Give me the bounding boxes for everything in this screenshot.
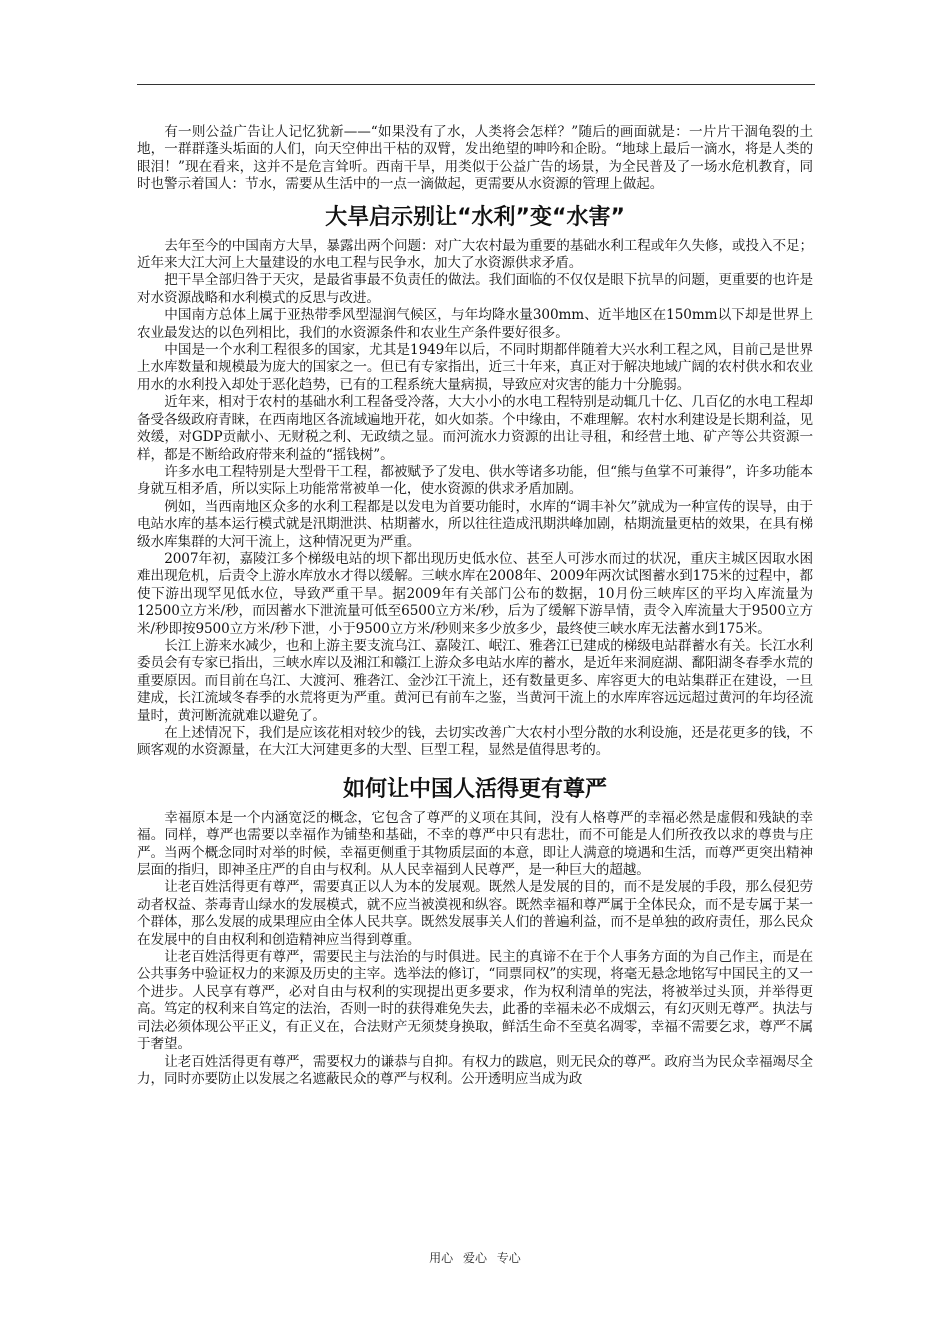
paragraph: 幸福原本是一个内涵宽泛的概念，它包含了尊严的义项在其间，没有人格尊严的幸福必然是虚假和残缺的幸福。同样，尊严也需要以幸福作为铺垫和基础，不幸的尊严中只有悲壮，而不可能是人们所孜孜以求的尊贵与庄严。当两个概念同时对举的时候，幸福更侧重于其物质层面的本意，即让人满意的境遇和生活，而尊严更突出精神层面的指归，即神圣庄严的自由与权利。从人民幸福到人民尊严，是一种巨大的超越。 <box>137 809 813 879</box>
paragraph: 中国南方总体上属于亚热带季风型湿润气候区，与年均降水量300mm、近半地区在150mm以下却是世界上农业最发达的以色列相比，我们的水资源条件和农业生产条件要好很多。 <box>137 307 813 341</box>
paragraph: 例如，当西南地区众多的水利工程都是以发电为首要功能时，水库的“调丰补欠”就成为一种宣传的误导，由于电站水库的基本运行模式就是汛期泄洪、枯期蓄水，所以往往造成汛期洪峰加剧，枯期流量更枯的效果，在具有梯级水库集群的大河干流上，这种情况更为严重。 <box>137 498 813 550</box>
header-rule <box>137 84 815 85</box>
intro-paragraph: 有一则公益广告让人记忆犹新——“如果没有了水，人类将会怎样？”随后的画面就是：一片片干涸龟裂的土地，一群群蓬头垢面的人们，向天空伸出干枯的双臂，发出绝望的呻吟和企盼。“地球上最后一滴水，将是人类的眼泪！”现在看来，这并不是危言耸听。西南干旱，用类似于公益广告的场景，为全民普及了一场水危机教育，同时也警示着国人：节水，需要从生活中的一点一滴做起，更需要从水资源的管理上做起。 <box>137 124 813 193</box>
paragraph: 把干旱全部归咎于天灾，是最省事最不负责任的做法。我们面临的不仅仅是眼下抗旱的问题，更重要的也许是对水资源战略和水利模式的反思与改进。 <box>137 272 813 306</box>
section-title-drought: 大旱启示别让“水利”变“水害” <box>325 204 625 230</box>
paragraph: 许多水电工程特别是大型骨干工程，都被赋予了发电、供水等诸多功能，但“熊与鱼掌不可兼得”，许多功能本身就互相矛盾，所以实际上功能常常被单一化，使水资源的供求矛盾加剧。 <box>137 463 813 498</box>
paragraph: 2007年初，嘉陵江多个梯级电站的坝下都出现历史低水位、甚至人可涉水而过的状况，重庆主城区因取水困难出现危机，后责令上游水库放水才得以缓解。三峡水库在2008年、2009年两次试图蓄水到175米的过程中，都使下游出现罕见低水位，导致严重干旱。据2009年有关部门公布的数据，10月份三峡库区的平均入库流量为12500立方米/秒，而因蓄水下泄流量可低至6500立方米/秒，后为了缓解下游旱情，责令入库流量大于9500立方米/秒即按9500立方米/秒下泄，小于9500立方米/秒则来多少放多少，最终使三峡水库无法蓄水到175米。 <box>137 550 813 637</box>
paragraph: 在上述情况下，我们是应该花相对较少的钱，去切实改善广大农村小型分散的水利设施，还是花更多的钱，不顾客观的水资源量，在大江大河建更多的大型、巨型工程，显然是值得思考的。 <box>137 725 813 759</box>
article-body <box>137 124 813 1088</box>
section-title-dignity: 如何让中国人活得更有尊严 <box>342 776 607 802</box>
paragraph: 让老百姓活得更有尊严，需要民主与法治的与时俱进。民主的真谛不在于个人事务方面的为自己作主，而是在公共事务中验证权力的来源及历史的主宰。选举法的修订，“同票同权”的实现，将毫无悬念地铭写中国民主的又一个进步。人民享有尊严，必对自由与权利的实现提出更多要求，作为权利清单的宪法，将被举过头顶，并举得更高。笃定的权利来自笃定的法治，否则一时的获得难免失去，此番的幸福未必不成烟云，有幻灭则无尊严。执法与司法必须体现公平正义，有正义在，合法财产无须焚身换取，鲜活生命不至莫名凋零，幸福不需要乞求，尊严不属于奢望。 <box>137 949 813 1053</box>
paragraph: 中国是一个水利工程很多的国家，尤其是1949年以后，不同时期都伴随着大兴水利工程之风，目前己是世界上水库数量和规模最为庞大的国家之一。但已有专家指出，近三十年来，真正对于解决地域广阔的农村供水和农业用水的水利投入却处于恶化趋势，已有的工程系统大量病损，导致应对灾害的能力十分脆弱。 <box>137 342 813 393</box>
paragraph: 让老百姓活得更有尊严，需要权力的谦恭与自抑。有权力的跋扈，则无民众的尊严。政府当为民众幸福竭尽全力，同时亦要防止以发展之名遮蔽民众的尊严与权利。公开透明应当成为政 <box>137 1053 813 1087</box>
paragraph: 让老百姓活得更有尊严，需要真正以人为本的发展观。既然人是发展的目的，而不是发展的手段，那么侵犯劳动者权益、荼毒青山绿水的发展模式，就不应当被漠视和纵容。既然幸福和尊严属于全体民众，而不是专属于某一个群体，那么发展的成果理应由全体人民共享。既然发展事关人们的普遍利益，而不是单独的政府责任，那么民众在发展中的自由权利和创造精神应当得到尊重。 <box>137 879 813 948</box>
paragraph: 去年至今的中国南方大旱，暴露出两个问题：对广大农村最为重要的基础水利工程或年久失修，或投入不足；近年来大江大河上大量建设的水电工程与民争水，加大了水资源供求矛盾。 <box>137 237 813 272</box>
paragraph: 长江上游来水减少，也和上游主要支流乌江、嘉陵江、岷江、雅砻江已建成的梯级电站群蓄水有关。长江水利委员会有专家已指出，三峡水库以及湘江和赣江上游众多电站水库的蓄水，是近年来洞庭湖、鄱阳湖冬春季水荒的重要原因。而目前在乌江、大渡河、雅砻江、金沙江干流上，还有数量更多、库容更大的电站集群正在建设，一旦建成，长江流域冬春季的水荒将更为严重。黄河已有前车之鉴，当黄河干流上的水库库容远远超过黄河的年均径流量时，黄河断流就难以避免了。 <box>137 637 813 724</box>
paragraph: 近年来，相对于农村的基础水利工程备受冷落，大大小小的水电工程特别是动辄几十亿、几百亿的水电工程却备受各级政府青睐，在西南地区各流域遍地开花，如火如荼。个中缘由，不难理解。农村水利建设是长期利益，见效缓，对GDP贡献小、无财税之利、无政绩之显。而河流水力资源的出让寻租，和经营土地、矿产等公共资源一样，都是不断给政府带来利益的“摇钱树”。 <box>137 394 813 463</box>
page-footer: 用心 爱心 专心 <box>429 1251 521 1265</box>
